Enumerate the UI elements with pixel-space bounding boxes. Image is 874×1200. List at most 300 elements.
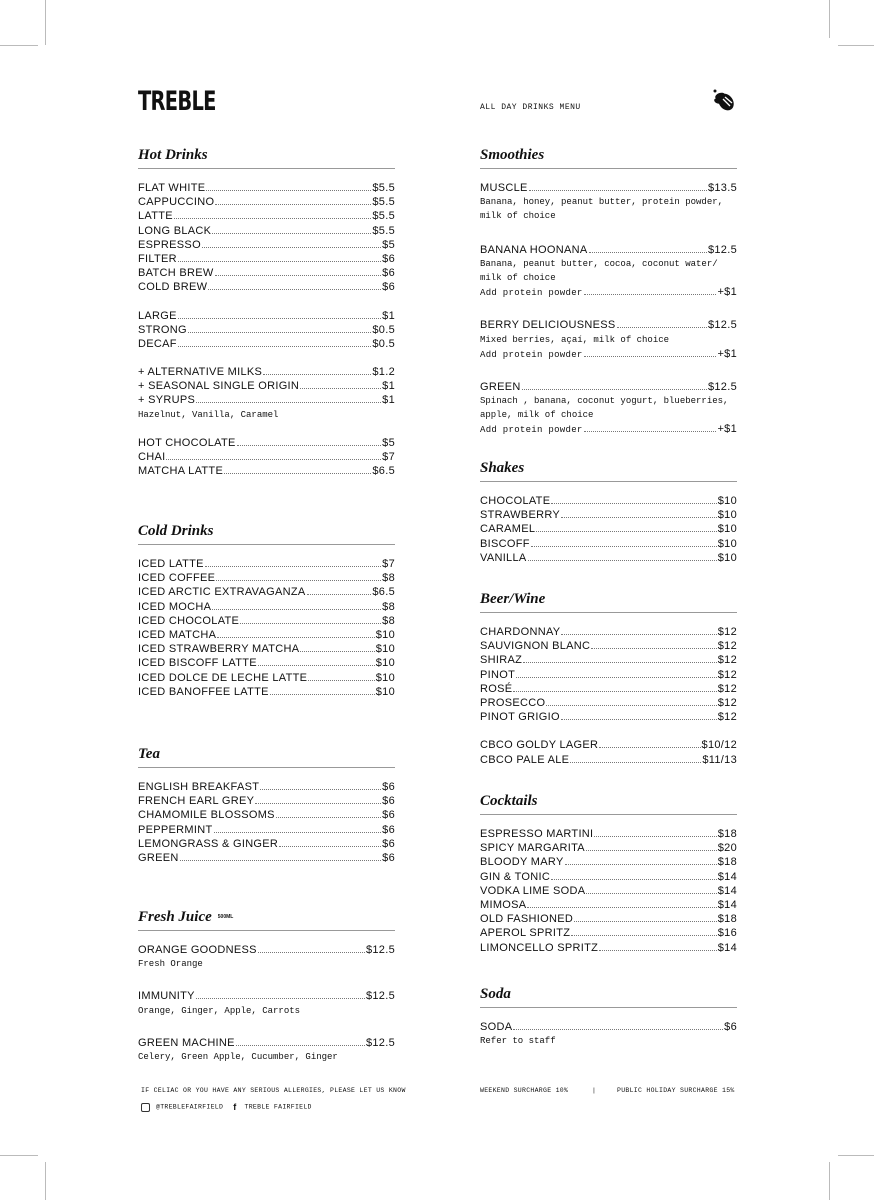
item-name: ORANGE GOODNESS [138, 944, 257, 956]
menu-item [138, 224, 395, 238]
dot-leader [255, 803, 381, 804]
dot-leader [308, 680, 374, 681]
item-name: FILTER [138, 252, 177, 265]
dot-leader [188, 332, 372, 333]
menu-item [480, 318, 737, 332]
dot-leader [571, 935, 716, 936]
menu-item [138, 823, 395, 837]
item-name: ICED ARCTIC EXTRAVAGANZA [138, 586, 306, 599]
dot-leader [594, 836, 716, 837]
facebook-page[interactable]: TREBLE FAIRFIELD [244, 1103, 312, 1111]
addon-row [480, 347, 737, 361]
item-name: CARAMEL [480, 523, 536, 536]
crop-mark [0, 45, 38, 46]
item-price: $11/13 [702, 753, 737, 766]
item-name: GREEN [138, 851, 179, 864]
item-name: ICED BISCOFF LATTE [138, 657, 257, 670]
facebook-icon: f [233, 1102, 237, 1112]
menu-item [138, 614, 395, 628]
item-name: COLD BREW [138, 281, 208, 294]
crop-mark [45, 0, 46, 45]
dot-leader [546, 705, 716, 706]
item-price: $6.5 [372, 465, 395, 478]
dot-leader [584, 356, 717, 357]
dot-leader [584, 431, 717, 432]
section-title-soda: Soda [480, 986, 511, 1002]
wine-list [480, 625, 737, 724]
item-name: ICED DOLCE DE LECHE LATTE [138, 671, 308, 684]
item-description: apple, milk of choice [480, 410, 594, 421]
item-price: $6 [382, 837, 395, 850]
item-name: LEMONGRASS & GINGER [138, 837, 279, 850]
item-name: BLOODY MARY [480, 856, 564, 869]
smoothie-item [480, 380, 737, 437]
item-price: $5 [382, 436, 395, 449]
item-description: Spinach , banana, coconut yogurt, blueberries, [480, 396, 729, 407]
item-name: CHARDONNAY [480, 626, 561, 638]
dot-leader [565, 864, 717, 865]
dot-leader [591, 648, 716, 649]
dot-leader [180, 860, 382, 861]
menu-item [138, 671, 395, 685]
menu-item [480, 696, 737, 710]
smoothie-item [480, 243, 737, 300]
hot-specialty-list [138, 436, 395, 479]
item-price: $10 [375, 685, 395, 698]
item-description: Celery, Green Apple, Cucumber, Ginger [138, 1051, 338, 1062]
menu-item [138, 337, 395, 351]
item-price: $1 [382, 380, 395, 393]
menu-item [480, 537, 737, 551]
menu-item [480, 625, 737, 639]
item-name: GREEN [480, 380, 521, 393]
cold-drinks-list [138, 557, 395, 699]
menu-item [138, 365, 395, 379]
menu-item [480, 841, 737, 855]
item-name: Add protein powder [480, 288, 583, 299]
item-name: CHOCOLATE [480, 495, 551, 507]
item-name: DECAF [138, 337, 177, 350]
shakes-list [480, 494, 737, 565]
item-price: $10/12 [701, 739, 737, 752]
dot-leader [215, 275, 382, 276]
item-name: LIMONCELLO SPRITZ [480, 941, 599, 954]
instagram-handle[interactable]: @TREBLEFAIRFIELD [156, 1103, 224, 1111]
social-links [141, 1102, 312, 1112]
item-price: $6 [382, 267, 395, 280]
item-name: ICED STRAWBERRY MATCHA [138, 643, 300, 656]
item-name: MIMOSA [480, 898, 527, 911]
section-divider [480, 814, 737, 815]
menu-item [138, 266, 395, 280]
dot-leader [270, 694, 375, 695]
dot-leader [216, 580, 381, 581]
item-description: milk of choice [480, 272, 556, 283]
menu-item [138, 323, 395, 337]
juice-item [138, 989, 395, 1017]
item-price: $5.5 [372, 210, 395, 223]
dot-leader [586, 893, 716, 894]
item-name: CHAI [138, 451, 166, 463]
dot-leader [206, 190, 371, 191]
item-name: CAPPUCCINO [138, 196, 215, 209]
dot-leader [516, 677, 717, 678]
dot-leader [513, 691, 716, 692]
menu-item [138, 393, 395, 407]
item-price: $10 [717, 495, 737, 507]
item-name: IMMUNITY [138, 990, 195, 1003]
item-name: + SEASONAL SINGLE ORIGIN [138, 380, 300, 393]
dot-leader [178, 346, 372, 347]
item-price: $16 [717, 927, 737, 940]
juice-size: 500ML [217, 914, 234, 920]
item-description: Mixed berries, açaí, milk of choice [480, 334, 670, 345]
menu-item [480, 653, 737, 667]
dot-leader [263, 374, 371, 375]
menu-item [138, 309, 395, 323]
dot-leader [196, 998, 365, 999]
section-divider [138, 767, 395, 768]
menu-item [138, 450, 395, 464]
item-price: $7 [382, 558, 395, 570]
section-title-cocktails: Cocktails [480, 793, 538, 809]
item-description: Banana, honey, peanut butter, protein powder, [480, 197, 724, 208]
item-price: $12.5 [707, 380, 737, 393]
menu-item [138, 252, 395, 266]
menu-item [138, 195, 395, 209]
item-name: BERRY DELICIOUSNESS [480, 319, 616, 332]
allergy-notice: IF CELIAC OR YOU HAVE ANY SERIOUS ALLERGIES, PLEASE LET US KNOW [141, 1087, 406, 1094]
item-price: $0.5 [372, 323, 395, 336]
item-name: BATCH BREW [138, 267, 214, 280]
dot-leader [584, 294, 717, 295]
item-price: $12 [717, 626, 737, 638]
item-name: MUSCLE [480, 182, 528, 194]
hot-drinks-extras-list [138, 365, 395, 408]
item-price: $18 [717, 913, 737, 926]
menu-item [138, 436, 395, 450]
section-title-smoothies: Smoothies [480, 147, 545, 163]
section-divider [480, 1007, 737, 1008]
juice-item [138, 943, 395, 971]
menu-item [480, 738, 737, 752]
item-price: $12.5 [365, 1036, 395, 1049]
menu-item [480, 639, 737, 653]
smoothies-list [480, 181, 737, 437]
dot-leader [237, 445, 382, 446]
syrups-note: Hazelnut, Vanilla, Caramel [138, 409, 279, 420]
item-price: $5.5 [372, 182, 395, 194]
item-price: $1 [382, 309, 395, 322]
item-price: $8 [382, 614, 395, 627]
dot-leader [522, 389, 707, 390]
menu-item [138, 989, 395, 1003]
item-name: PEPPERMINT [138, 823, 213, 836]
crop-mark [0, 1155, 38, 1156]
menu-item [480, 855, 737, 869]
item-price: $6 [382, 252, 395, 265]
item-price: $20 [717, 842, 737, 855]
item-price: $12 [717, 696, 737, 709]
item-price: $10 [717, 537, 737, 550]
menu-item [138, 209, 395, 223]
weekend-surcharge: WEEKEND SURCHARGE 10% [480, 1087, 569, 1094]
item-price: $12 [717, 640, 737, 653]
item-description: Banana, peanut butter, cocoa, coconut water/ [480, 258, 718, 269]
item-name: SPICY MARGARITA [480, 842, 585, 855]
dot-leader [178, 318, 381, 319]
item-price: $14 [717, 941, 737, 954]
item-name: ICED MOCHA [138, 600, 212, 613]
item-name: FRENCH EARL GREY [138, 795, 255, 808]
item-price: $5.5 [372, 196, 395, 209]
menu-item [480, 522, 737, 536]
item-name: FLAT WHITE [138, 182, 206, 194]
menu-item [138, 464, 395, 478]
item-price: $18 [717, 856, 737, 869]
item-name: PROSECCO [480, 696, 546, 709]
menu-item [480, 710, 737, 724]
menu-item [138, 808, 395, 822]
dot-leader [599, 950, 717, 951]
item-price: $14 [717, 884, 737, 897]
smoothie-item [480, 181, 737, 224]
item-price: $10 [375, 657, 395, 670]
dot-leader [214, 832, 382, 833]
menu-item [480, 682, 737, 696]
item-name: SAUVIGNON BLANC [480, 640, 591, 653]
crop-mark [829, 0, 830, 38]
item-price: $14 [717, 870, 737, 883]
soda-note: Refer to staff [480, 1036, 556, 1047]
dot-leader [279, 846, 381, 847]
menu-item [138, 780, 395, 794]
dot-leader [536, 531, 716, 532]
dot-leader [561, 719, 717, 720]
dot-leader [561, 517, 717, 518]
item-price: $12.5 [707, 243, 737, 256]
fresh-juice-section [138, 907, 395, 1082]
item-price: $6 [724, 1021, 737, 1033]
menu-item [138, 628, 395, 642]
item-price: $12 [717, 654, 737, 667]
item-name: MATCHA LATTE [138, 465, 224, 478]
cold-drinks-section [138, 521, 395, 699]
section-title-tea: Tea [138, 746, 160, 762]
hot-drinks-list [138, 181, 395, 295]
dot-leader [300, 388, 381, 389]
item-name: LARGE [138, 309, 177, 322]
item-name: ICED CHOCOLATE [138, 614, 240, 627]
juice-item [138, 1036, 395, 1064]
menu-item [138, 600, 395, 614]
menu-item [480, 912, 737, 926]
item-name: PINOT [480, 668, 516, 681]
menu-item [138, 642, 395, 656]
soda-list [480, 1020, 737, 1034]
menu-item [480, 668, 737, 682]
item-name: ROSÉ [480, 682, 513, 695]
menu-item [480, 884, 737, 898]
item-name: Add protein powder [480, 349, 583, 360]
dot-leader [513, 1029, 723, 1030]
item-name: OLD FASHIONED [480, 913, 574, 926]
section-divider [138, 544, 395, 545]
section-divider [480, 481, 737, 482]
dot-leader [599, 747, 700, 748]
bee-icon [712, 88, 736, 112]
dot-leader [174, 218, 371, 219]
dot-leader [528, 560, 717, 561]
item-name: LONG BLACK [138, 224, 212, 237]
item-name: Add protein powder [480, 425, 583, 436]
section-title-cold-drinks: Cold Drinks [138, 523, 214, 539]
dot-leader [527, 907, 716, 908]
item-description: Orange, Ginger, Apple, Carrots [138, 1005, 301, 1016]
item-price: $1 [382, 394, 395, 407]
tea-section [138, 744, 395, 865]
crop-mark [838, 1155, 874, 1156]
item-name: ICED LATTE [138, 558, 204, 570]
hot-drinks-options-list [138, 309, 395, 352]
cocktails-list [480, 827, 737, 955]
item-price: +$1 [717, 347, 737, 360]
footer-divider: | [592, 1087, 597, 1094]
dot-leader [276, 817, 381, 818]
item-price: $12 [717, 682, 737, 695]
item-price: $14 [717, 898, 737, 911]
menu-item [138, 585, 395, 599]
dot-leader [551, 879, 717, 880]
item-price: $1.2 [372, 366, 395, 379]
dot-leader [523, 662, 717, 663]
item-price: $13.5 [707, 182, 737, 194]
menu-subtitle: ALL DAY DRINKS MENU [480, 103, 581, 112]
item-price: $6 [382, 851, 395, 864]
menu-item [480, 926, 737, 940]
menu-item [138, 685, 395, 699]
dot-leader [551, 503, 716, 504]
item-price: $6 [382, 795, 395, 808]
item-price: $10 [375, 628, 395, 641]
section-divider [138, 168, 395, 169]
smoothies-section [480, 145, 737, 456]
dot-leader [617, 327, 707, 328]
smoothie-item [480, 318, 737, 361]
menu-item [138, 379, 395, 393]
dot-leader [205, 566, 381, 567]
menu-item [138, 851, 395, 865]
dot-leader [300, 651, 374, 652]
item-name: ENGLISH BREAKFAST [138, 781, 260, 793]
item-price: $7 [382, 451, 395, 463]
item-price: $18 [717, 828, 737, 840]
item-name: LATTE [138, 210, 173, 223]
addon-row [480, 422, 737, 436]
item-name: ESPRESSO MARTINI [480, 828, 594, 840]
item-name: CHAMOMILE BLOSSOMS [138, 809, 275, 822]
item-name: VANILLA [480, 551, 527, 564]
dot-leader [212, 609, 381, 610]
dot-leader [260, 789, 381, 790]
item-name: SODA [480, 1021, 513, 1033]
item-name: SHIRAZ [480, 654, 523, 667]
item-name: GREEN MACHINE [138, 1036, 235, 1049]
section-title-beer-wine: Beer/Wine [480, 591, 546, 607]
brand-logo: TREBLE [138, 86, 216, 117]
addon-row [480, 285, 737, 299]
dot-leader [307, 594, 372, 595]
item-name: ICED BANOFFEE LATTE [138, 685, 269, 698]
dot-leader [574, 921, 717, 922]
menu-item [480, 181, 737, 195]
item-description: milk of choice [480, 211, 556, 222]
menu-item [138, 943, 395, 957]
item-name: CBCO GOLDY LAGER [480, 739, 599, 752]
menu-item [138, 1036, 395, 1050]
dot-leader [178, 261, 381, 262]
instagram-icon [141, 1103, 150, 1112]
menu-item [480, 494, 737, 508]
item-price: $6 [382, 781, 395, 793]
section-divider [480, 612, 737, 613]
menu-item [138, 557, 395, 571]
shakes-section [480, 458, 737, 565]
item-price: +$1 [717, 286, 737, 299]
item-price: $8 [382, 572, 395, 585]
item-price: $6.5 [372, 586, 395, 599]
item-price: $5 [382, 238, 395, 251]
dot-leader [531, 546, 717, 547]
menu-item [480, 827, 737, 841]
dot-leader [236, 1045, 365, 1046]
dot-leader [202, 247, 381, 248]
menu-item [480, 243, 737, 257]
item-price: $12.5 [707, 319, 737, 332]
dot-leader [529, 190, 707, 191]
item-price: $8 [382, 600, 395, 613]
dot-leader [586, 850, 717, 851]
item-description: Fresh Orange [138, 959, 203, 970]
item-name: BANANA HOONANA [480, 243, 588, 256]
item-price: $10 [375, 643, 395, 656]
item-name: + SYRUPS [138, 394, 196, 407]
crop-mark [829, 1162, 830, 1200]
item-name: BISCOFF [480, 537, 530, 550]
cocktails-section [480, 791, 737, 955]
tea-list [138, 780, 395, 865]
menu-item [480, 508, 737, 522]
item-name: HOT CHOCOLATE [138, 436, 236, 449]
hot-drinks-section [138, 145, 395, 478]
dot-leader [570, 762, 701, 763]
dot-leader [258, 665, 375, 666]
menu-item [480, 1020, 737, 1034]
section-divider [480, 168, 737, 169]
item-price: +$1 [717, 423, 737, 436]
menu-item [138, 238, 395, 252]
item-price: $12 [717, 668, 737, 681]
item-price: $10 [717, 509, 737, 522]
item-name: STRONG [138, 323, 187, 336]
item-name: GIN & TONIC [480, 870, 551, 883]
dot-leader [240, 623, 381, 624]
menu-item [480, 753, 737, 767]
menu-item [138, 837, 395, 851]
dot-leader [561, 634, 716, 635]
menu-item [480, 870, 737, 884]
section-title-hot-drinks: Hot Drinks [138, 147, 208, 163]
